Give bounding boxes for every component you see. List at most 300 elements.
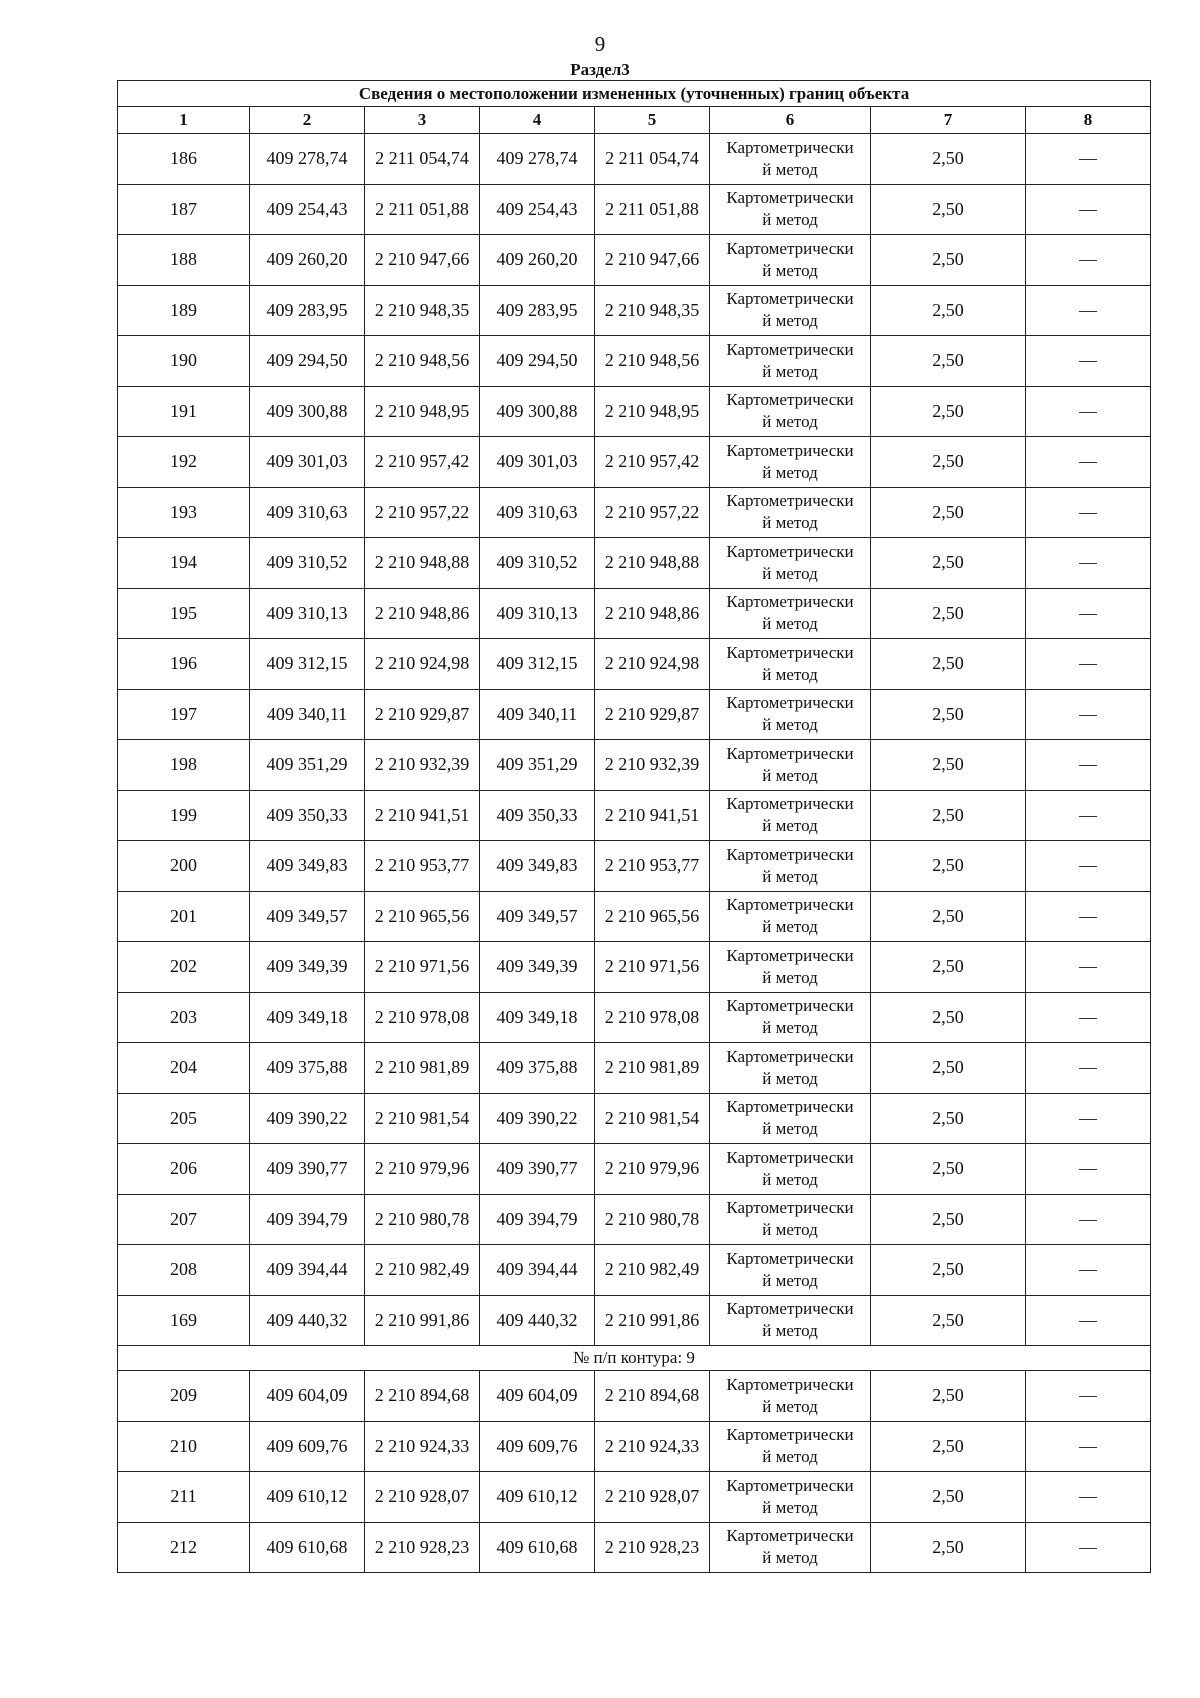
method-cell (710, 1093, 871, 1144)
method-cell (710, 538, 871, 589)
description-cell: — (1026, 1472, 1151, 1523)
y-old-cell: 2 210 947,66 (365, 235, 480, 286)
method-line-2: й метод (762, 1169, 818, 1189)
x-old-cell: 409 349,39 (250, 942, 365, 993)
table-caption: Сведения о местоположении измененных (уточненных) границ объекта (118, 81, 1151, 107)
x-new-cell: 409 340,11 (480, 689, 595, 740)
x-new-cell: 409 604,09 (480, 1371, 595, 1422)
y-new-cell: 2 210 991,86 (595, 1295, 710, 1346)
table-row (118, 1245, 1151, 1296)
y-new-cell: 2 210 971,56 (595, 942, 710, 993)
x-new-cell: 409 390,77 (480, 1144, 595, 1195)
x-old-cell: 409 440,32 (250, 1295, 365, 1346)
method-line-2: й метод (762, 1321, 818, 1341)
y-new-cell: 2 211 051,88 (595, 184, 710, 235)
accuracy-cell: 2,50 (871, 1144, 1026, 1195)
point-number-cell: 192 (118, 437, 250, 488)
description-cell: — (1026, 588, 1151, 639)
point-number-cell: 196 (118, 639, 250, 690)
method-cell (710, 1421, 871, 1472)
column-number-4: 4 (480, 107, 595, 134)
x-new-cell: 409 610,12 (480, 1472, 595, 1523)
accuracy-cell: 2,50 (871, 437, 1026, 488)
accuracy-cell: 2,50 (871, 588, 1026, 639)
y-new-cell: 2 210 924,33 (595, 1421, 710, 1472)
description-cell: — (1026, 1295, 1151, 1346)
method-cell (710, 437, 871, 488)
point-number-cell: 206 (118, 1144, 250, 1195)
x-old-cell: 409 609,76 (250, 1421, 365, 1472)
point-number-cell: 197 (118, 689, 250, 740)
method-line-1: Картометрически (726, 1299, 854, 1319)
y-new-cell: 2 210 953,77 (595, 841, 710, 892)
method-line-1: Картометрически (726, 1147, 854, 1167)
y-old-cell: 2 210 979,96 (365, 1144, 480, 1195)
method-cell (710, 134, 871, 185)
description-cell: — (1026, 437, 1151, 488)
description-cell: — (1026, 1421, 1151, 1472)
y-new-cell: 2 210 948,86 (595, 588, 710, 639)
method-line-2: й метод (762, 1270, 818, 1290)
column-number-7: 7 (871, 107, 1026, 134)
method-line-1: Картометрически (726, 642, 854, 662)
table-row (118, 437, 1151, 488)
method-line-2: й метод (762, 715, 818, 735)
method-cell (710, 235, 871, 286)
table-row (118, 1043, 1151, 1094)
point-number-cell: 208 (118, 1245, 250, 1296)
y-old-cell: 2 210 953,77 (365, 841, 480, 892)
method-line-1: Картометрически (726, 1425, 854, 1445)
description-cell: — (1026, 891, 1151, 942)
y-old-cell: 2 210 924,98 (365, 639, 480, 690)
x-new-cell: 409 312,15 (480, 639, 595, 690)
method-cell (710, 891, 871, 942)
accuracy-cell: 2,50 (871, 1371, 1026, 1422)
y-old-cell: 2 210 978,08 (365, 992, 480, 1043)
x-new-cell: 409 609,76 (480, 1421, 595, 1472)
y-old-cell: 2 210 965,56 (365, 891, 480, 942)
x-old-cell: 409 390,22 (250, 1093, 365, 1144)
table-row (118, 1194, 1151, 1245)
description-cell: — (1026, 1245, 1151, 1296)
x-new-cell: 409 440,32 (480, 1295, 595, 1346)
table-row (118, 386, 1151, 437)
description-cell: — (1026, 1194, 1151, 1245)
x-new-cell: 409 310,63 (480, 487, 595, 538)
table-row (118, 639, 1151, 690)
method-line-2: й метод (762, 765, 818, 785)
point-number-cell: 191 (118, 386, 250, 437)
accuracy-cell: 2,50 (871, 1472, 1026, 1523)
method-line-1: Картометрически (726, 1097, 854, 1117)
description-cell: — (1026, 386, 1151, 437)
point-number-cell: 186 (118, 134, 250, 185)
point-number-cell: 187 (118, 184, 250, 235)
accuracy-cell: 2,50 (871, 487, 1026, 538)
accuracy-cell: 2,50 (871, 1194, 1026, 1245)
accuracy-cell: 2,50 (871, 740, 1026, 791)
description-cell: — (1026, 1522, 1151, 1573)
method-line-2: й метод (762, 1447, 818, 1467)
method-line-1: Картометрически (726, 794, 854, 814)
x-old-cell: 409 310,52 (250, 538, 365, 589)
x-new-cell: 409 350,33 (480, 790, 595, 841)
y-new-cell: 2 210 948,56 (595, 336, 710, 387)
point-number-cell: 169 (118, 1295, 250, 1346)
y-new-cell: 2 210 948,95 (595, 386, 710, 437)
method-line-1: Картометрически (726, 440, 854, 460)
description-cell: — (1026, 790, 1151, 841)
boundary-coordinates-table (117, 80, 1151, 1573)
accuracy-cell: 2,50 (871, 184, 1026, 235)
method-line-2: й метод (762, 1548, 818, 1568)
description-cell: — (1026, 235, 1151, 286)
x-old-cell: 409 278,74 (250, 134, 365, 185)
x-new-cell: 409 351,29 (480, 740, 595, 791)
table-row (118, 891, 1151, 942)
method-line-2: й метод (762, 361, 818, 381)
method-cell (710, 790, 871, 841)
x-old-cell: 409 301,03 (250, 437, 365, 488)
y-old-cell: 2 210 924,33 (365, 1421, 480, 1472)
x-new-cell: 409 349,39 (480, 942, 595, 993)
y-new-cell: 2 210 957,22 (595, 487, 710, 538)
table-row (118, 790, 1151, 841)
method-cell (710, 285, 871, 336)
method-line-1: Картометрически (726, 945, 854, 965)
method-line-1: Картометрически (726, 895, 854, 915)
method-line-1: Картометрически (726, 541, 854, 561)
y-new-cell: 2 210 965,56 (595, 891, 710, 942)
y-old-cell: 2 210 948,88 (365, 538, 480, 589)
method-cell (710, 1472, 871, 1523)
method-line-2: й метод (762, 1119, 818, 1139)
x-new-cell: 409 310,13 (480, 588, 595, 639)
x-new-cell: 409 349,57 (480, 891, 595, 942)
method-cell (710, 184, 871, 235)
method-line-2: й метод (762, 1018, 818, 1038)
y-new-cell: 2 210 957,42 (595, 437, 710, 488)
y-old-cell: 2 211 054,74 (365, 134, 480, 185)
method-line-2: й метод (762, 412, 818, 432)
description-cell: — (1026, 336, 1151, 387)
x-new-cell: 409 349,83 (480, 841, 595, 892)
x-old-cell: 409 351,29 (250, 740, 365, 791)
table-row (118, 235, 1151, 286)
method-cell (710, 1522, 871, 1573)
accuracy-cell: 2,50 (871, 1043, 1026, 1094)
method-cell (710, 1144, 871, 1195)
point-number-cell: 199 (118, 790, 250, 841)
method-line-1: Картометрически (726, 1046, 854, 1066)
y-new-cell: 2 210 978,08 (595, 992, 710, 1043)
method-line-2: й метод (762, 210, 818, 230)
point-number-cell: 204 (118, 1043, 250, 1094)
y-new-cell: 2 210 928,23 (595, 1522, 710, 1573)
method-line-1: Картометрически (726, 137, 854, 157)
method-cell (710, 942, 871, 993)
table-row (118, 1522, 1151, 1573)
description-cell: — (1026, 1371, 1151, 1422)
method-cell (710, 487, 871, 538)
method-cell (710, 336, 871, 387)
y-new-cell: 2 210 894,68 (595, 1371, 710, 1422)
table-row (118, 487, 1151, 538)
table-row (118, 942, 1151, 993)
y-old-cell: 2 210 957,42 (365, 437, 480, 488)
table-row (118, 1421, 1151, 1472)
description-cell: — (1026, 740, 1151, 791)
method-line-2: й метод (762, 614, 818, 634)
x-old-cell: 409 604,09 (250, 1371, 365, 1422)
method-line-1: Картометрически (726, 238, 854, 258)
method-line-1: Картометрически (726, 1198, 854, 1218)
x-new-cell: 409 610,68 (480, 1522, 595, 1573)
description-cell: — (1026, 538, 1151, 589)
point-number-cell: 203 (118, 992, 250, 1043)
accuracy-cell: 2,50 (871, 386, 1026, 437)
x-old-cell: 409 350,33 (250, 790, 365, 841)
contour-row (118, 1346, 1151, 1371)
method-line-1: Картометрически (726, 844, 854, 864)
accuracy-cell: 2,50 (871, 942, 1026, 993)
table-row (118, 285, 1151, 336)
accuracy-cell: 2,50 (871, 235, 1026, 286)
table-row (118, 336, 1151, 387)
column-number-3: 3 (365, 107, 480, 134)
table-row (118, 134, 1151, 185)
description-cell: — (1026, 487, 1151, 538)
x-old-cell: 409 254,43 (250, 184, 365, 235)
y-new-cell: 2 210 941,51 (595, 790, 710, 841)
description-cell: — (1026, 1093, 1151, 1144)
point-number-cell: 195 (118, 588, 250, 639)
column-number-2: 2 (250, 107, 365, 134)
y-new-cell: 2 210 982,49 (595, 1245, 710, 1296)
y-old-cell: 2 210 948,35 (365, 285, 480, 336)
column-number-8: 8 (1026, 107, 1151, 134)
y-old-cell: 2 210 982,49 (365, 1245, 480, 1296)
y-old-cell: 2 210 981,54 (365, 1093, 480, 1144)
x-old-cell: 409 390,77 (250, 1144, 365, 1195)
y-old-cell: 2 210 932,39 (365, 740, 480, 791)
method-cell (710, 386, 871, 437)
point-number-cell: 209 (118, 1371, 250, 1422)
description-cell: — (1026, 992, 1151, 1043)
table-row (118, 1371, 1151, 1422)
y-old-cell: 2 210 971,56 (365, 942, 480, 993)
table-row (118, 992, 1151, 1043)
page-number: 9 (594, 32, 606, 56)
x-old-cell: 409 349,18 (250, 992, 365, 1043)
accuracy-cell: 2,50 (871, 891, 1026, 942)
method-line-1: Картометрически (726, 592, 854, 612)
method-line-2: й метод (762, 967, 818, 987)
method-line-2: й метод (762, 563, 818, 583)
y-new-cell: 2 210 932,39 (595, 740, 710, 791)
point-number-cell: 212 (118, 1522, 250, 1573)
y-old-cell: 2 210 948,56 (365, 336, 480, 387)
accuracy-cell: 2,50 (871, 538, 1026, 589)
table-row (118, 1144, 1151, 1195)
accuracy-cell: 2,50 (871, 992, 1026, 1043)
accuracy-cell: 2,50 (871, 1245, 1026, 1296)
x-old-cell: 409 394,79 (250, 1194, 365, 1245)
y-old-cell: 2 210 948,86 (365, 588, 480, 639)
method-line-2: й метод (762, 1497, 818, 1517)
method-line-2: й метод (762, 816, 818, 836)
section-title: Раздел3 (570, 60, 630, 79)
x-old-cell: 409 300,88 (250, 386, 365, 437)
x-new-cell: 409 254,43 (480, 184, 595, 235)
point-number-cell: 211 (118, 1472, 250, 1523)
x-new-cell: 409 278,74 (480, 134, 595, 185)
y-new-cell: 2 210 981,89 (595, 1043, 710, 1094)
y-new-cell: 2 210 980,78 (595, 1194, 710, 1245)
point-number-cell: 188 (118, 235, 250, 286)
x-old-cell: 409 610,12 (250, 1472, 365, 1523)
x-new-cell: 409 394,44 (480, 1245, 595, 1296)
accuracy-cell: 2,50 (871, 336, 1026, 387)
column-number-row (118, 107, 1151, 134)
x-new-cell: 409 375,88 (480, 1043, 595, 1094)
y-new-cell: 2 210 929,87 (595, 689, 710, 740)
method-line-1: Картометрически (726, 1526, 854, 1546)
method-line-1: Картометрически (726, 693, 854, 713)
accuracy-cell: 2,50 (871, 689, 1026, 740)
table-body (118, 134, 1151, 1573)
y-old-cell: 2 210 941,51 (365, 790, 480, 841)
table-row (118, 1472, 1151, 1523)
x-new-cell: 409 310,52 (480, 538, 595, 589)
x-new-cell: 409 349,18 (480, 992, 595, 1043)
method-line-2: й метод (762, 917, 818, 937)
x-new-cell: 409 390,22 (480, 1093, 595, 1144)
description-cell: — (1026, 184, 1151, 235)
method-line-2: й метод (762, 260, 818, 280)
description-cell: — (1026, 689, 1151, 740)
accuracy-cell: 2,50 (871, 790, 1026, 841)
y-new-cell: 2 211 054,74 (595, 134, 710, 185)
x-new-cell: 409 260,20 (480, 235, 595, 286)
method-cell (710, 639, 871, 690)
point-number-cell: 207 (118, 1194, 250, 1245)
method-line-2: й метод (762, 866, 818, 886)
accuracy-cell: 2,50 (871, 1093, 1026, 1144)
x-old-cell: 409 310,13 (250, 588, 365, 639)
accuracy-cell: 2,50 (871, 639, 1026, 690)
y-old-cell: 2 210 894,68 (365, 1371, 480, 1422)
x-old-cell: 409 312,15 (250, 639, 365, 690)
method-cell (710, 588, 871, 639)
method-line-2: й метод (762, 159, 818, 179)
y-old-cell: 2 210 928,07 (365, 1472, 480, 1523)
point-number-cell: 193 (118, 487, 250, 538)
method-line-2: й метод (762, 311, 818, 331)
description-cell: — (1026, 1144, 1151, 1195)
method-cell (710, 689, 871, 740)
x-old-cell: 409 340,11 (250, 689, 365, 740)
x-new-cell: 409 300,88 (480, 386, 595, 437)
method-cell (710, 1245, 871, 1296)
point-number-cell: 200 (118, 841, 250, 892)
method-line-1: Картометрически (726, 188, 854, 208)
method-line-1: Картометрически (726, 996, 854, 1016)
description-cell: — (1026, 942, 1151, 993)
y-old-cell: 2 210 980,78 (365, 1194, 480, 1245)
method-cell (710, 1371, 871, 1422)
point-number-cell: 189 (118, 285, 250, 336)
method-line-1: Картометрически (726, 339, 854, 359)
y-new-cell: 2 210 924,98 (595, 639, 710, 690)
point-number-cell: 190 (118, 336, 250, 387)
description-cell: — (1026, 639, 1151, 690)
method-cell (710, 1194, 871, 1245)
table-row (118, 1295, 1151, 1346)
x-new-cell: 409 294,50 (480, 336, 595, 387)
accuracy-cell: 2,50 (871, 1522, 1026, 1573)
point-number-cell: 201 (118, 891, 250, 942)
method-line-2: й метод (762, 513, 818, 533)
y-new-cell: 2 210 981,54 (595, 1093, 710, 1144)
y-new-cell: 2 210 948,35 (595, 285, 710, 336)
y-old-cell: 2 210 928,23 (365, 1522, 480, 1573)
method-line-1: Картометрически (726, 1374, 854, 1394)
y-old-cell: 2 210 981,89 (365, 1043, 480, 1094)
column-number-6: 6 (710, 107, 871, 134)
x-old-cell: 409 283,95 (250, 285, 365, 336)
point-number-cell: 205 (118, 1093, 250, 1144)
method-cell (710, 1043, 871, 1094)
column-number-5: 5 (595, 107, 710, 134)
method-line-2: й метод (762, 1220, 818, 1240)
x-old-cell: 409 394,44 (250, 1245, 365, 1296)
description-cell: — (1026, 841, 1151, 892)
contour-label: № п/п контура: 9 (118, 1346, 1151, 1371)
method-line-2: й метод (762, 1396, 818, 1416)
y-old-cell: 2 210 929,87 (365, 689, 480, 740)
x-new-cell: 409 301,03 (480, 437, 595, 488)
table-row (118, 538, 1151, 589)
y-old-cell: 2 210 957,22 (365, 487, 480, 538)
method-line-2: й метод (762, 462, 818, 482)
description-cell: — (1026, 134, 1151, 185)
x-old-cell: 409 349,57 (250, 891, 365, 942)
method-cell (710, 740, 871, 791)
method-line-2: й метод (762, 664, 818, 684)
method-cell (710, 1295, 871, 1346)
x-old-cell: 409 310,63 (250, 487, 365, 538)
method-line-1: Картометрически (726, 1248, 854, 1268)
accuracy-cell: 2,50 (871, 1295, 1026, 1346)
accuracy-cell: 2,50 (871, 285, 1026, 336)
method-line-1: Картометрически (726, 743, 854, 763)
description-cell: — (1026, 285, 1151, 336)
y-new-cell: 2 210 947,66 (595, 235, 710, 286)
accuracy-cell: 2,50 (871, 134, 1026, 185)
method-line-1: Картометрически (726, 390, 854, 410)
method-line-2: й метод (762, 1068, 818, 1088)
accuracy-cell: 2,50 (871, 841, 1026, 892)
table-row (118, 1093, 1151, 1144)
x-old-cell: 409 260,20 (250, 235, 365, 286)
x-old-cell: 409 375,88 (250, 1043, 365, 1094)
description-cell: — (1026, 1043, 1151, 1094)
y-new-cell: 2 210 979,96 (595, 1144, 710, 1195)
method-line-1: Картометрически (726, 491, 854, 511)
x-new-cell: 409 283,95 (480, 285, 595, 336)
